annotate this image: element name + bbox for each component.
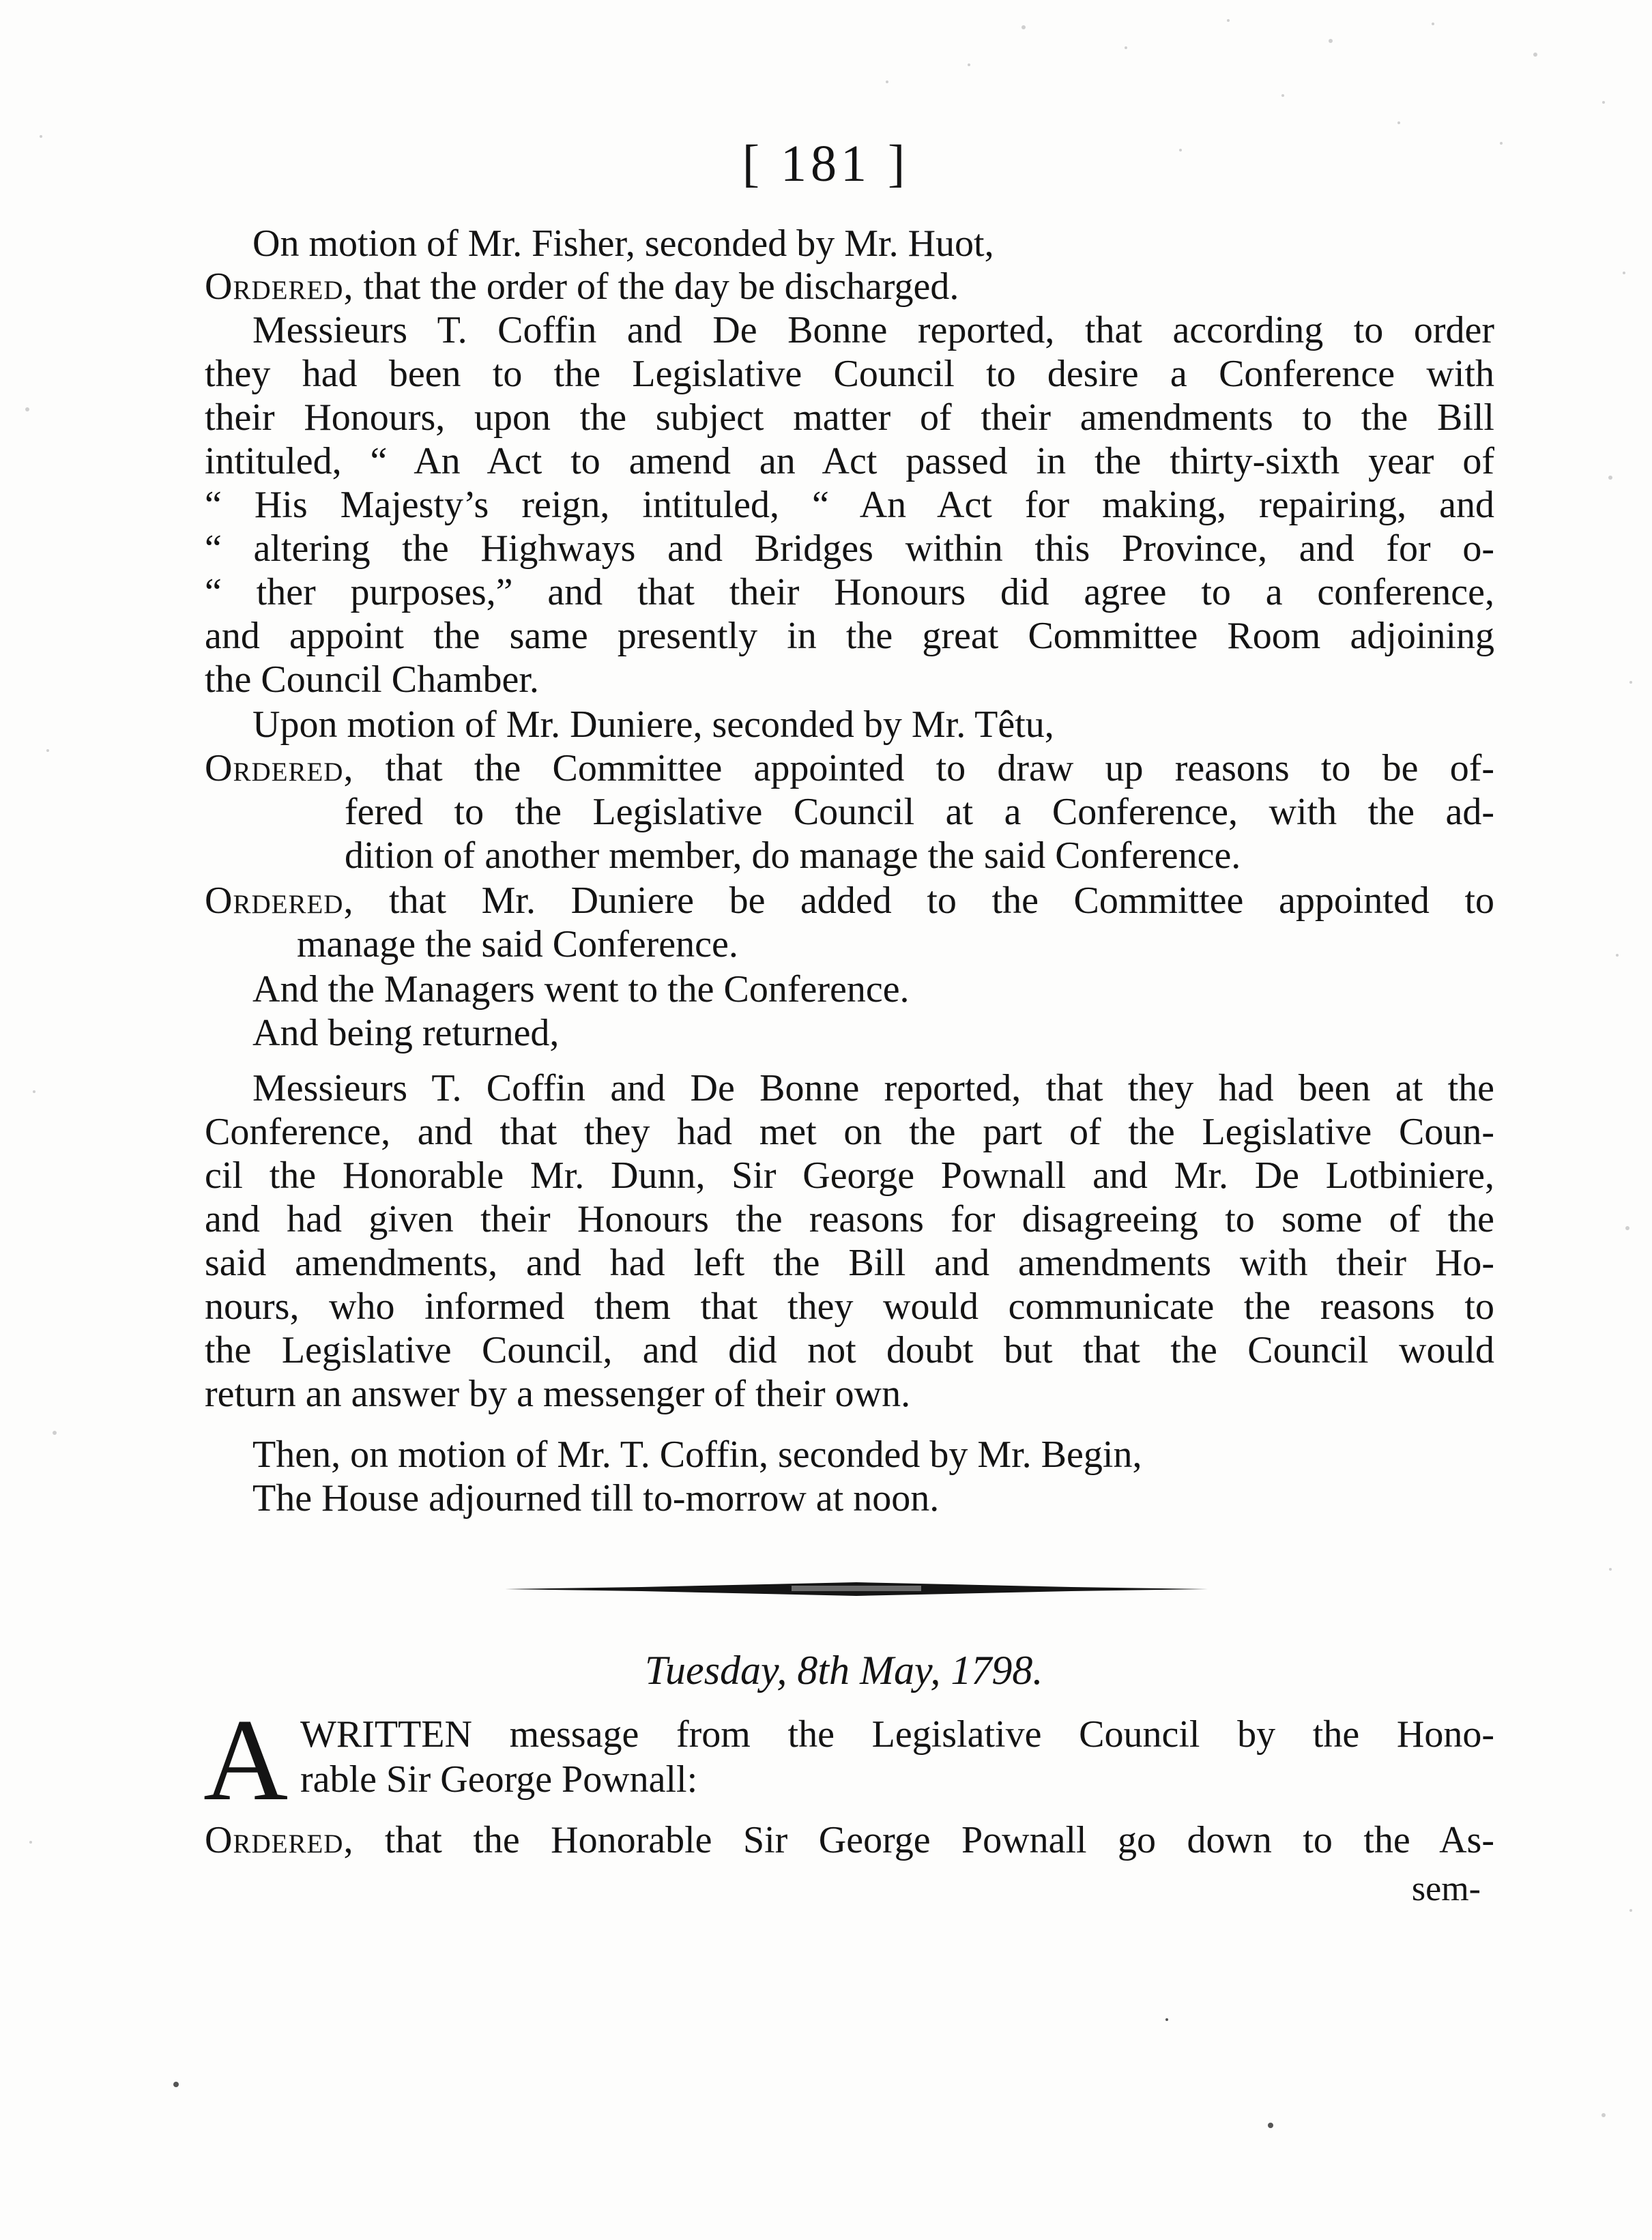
ordered-label: Ordered, [205, 747, 354, 789]
ordered-committee-line-2: fered to the Legislative Council at a Conference, with the ad- [345, 791, 1494, 833]
conference-report-line-5: “ His Majesty’s reign, intituled, “ An Act for making, repairing, and [205, 484, 1494, 526]
conference-report-line-6: “ altering the Highways and Bridges within this Province, and for o- [205, 527, 1494, 570]
conference-report-line-1: Messieurs T. Coffin and De Bonne reported, that according to order [252, 309, 1494, 351]
managers-report-line-2: Conference, and that they had met on the part of the Legislative Coun- [205, 1111, 1494, 1153]
conference-report-line-9: the Council Chamber. [205, 658, 539, 701]
managers-report-line-1: Messieurs T. Coffin and De Bonne reported, that they had been at the [252, 1067, 1494, 1109]
ordered-pownall-text: that the Honorable Sir George Pownall go down to the As- [353, 1819, 1494, 1861]
written-message-line-2: rable Sir George Pownall: [300, 1758, 698, 1801]
conference-report-line-4: intituled, “ An Act to amend an Act passed in the thirty-sixth year of [205, 440, 1494, 482]
ordered-label: Ordered, [205, 1819, 354, 1861]
conference-report-line-3: their Honours, upon the subject matter of their amendments to the Bill [205, 396, 1494, 439]
conference-report-line-2: they had been to the Legislative Council to desire a Conference with [205, 353, 1494, 395]
drop-cap-letter: A [203, 1696, 289, 1825]
ordered-pownall-line [205, 1818, 1494, 1862]
page-number-header: [ 181 ] [742, 135, 910, 192]
managers-report-line-8: return an answer by a messenger of their own. [205, 1373, 911, 1415]
managers-report-line-4: and had given their Honours the reasons for disagreeing to some of the [205, 1198, 1494, 1240]
motion-duniere-line: Upon motion of Mr. Duniere, seconded by Mr. Têtu, [252, 703, 1054, 746]
managers-report-line-3: cil the Honorable Mr. Dunn, Sir George Pownall and Mr. De Lotbiniere, [205, 1154, 1494, 1197]
ordered-added-text: that Mr. Duniere be added to the Committee appointed to [353, 879, 1494, 922]
managers-went-line: And the Managers went to the Conference. [252, 968, 910, 1010]
ordered-discharge-line [205, 265, 1180, 308]
managers-report-line-5: said amendments, and had left the Bill and amendments with their Ho- [205, 1242, 1494, 1284]
ordered-added-line [205, 879, 1494, 922]
ordered-discharge-text: that the order of the day be discharged. [353, 265, 959, 308]
date-heading: Tuesday, 8th May, 1798. [645, 1648, 1043, 1693]
adjournment-line: The House adjourned till to-morrow at noon. [252, 1477, 940, 1519]
conference-report-line-8: and appoint the same presently in the great Committee Room adjoining [205, 615, 1494, 657]
written-message-line-1: WRITTEN message from the Legislative Council by the Hono- [300, 1713, 1494, 1756]
ordered-committee-line [205, 746, 1494, 790]
adjournment-motion-line: Then, on motion of Mr. T. Coffin, seconded by Mr. Begin, [252, 1434, 1142, 1476]
managers-report-line-7: the Legislative Council, and did not doubt but that the Council would [205, 1329, 1494, 1371]
ordered-label: Ordered, [205, 879, 354, 922]
managers-report-line-6: nours, who informed them that they would communicate the reasons to [205, 1285, 1494, 1328]
being-returned-line: And being returned, [252, 1012, 560, 1054]
ordered-committee-line-3: dition of another member, do manage the said Conference. [345, 834, 1241, 877]
motion-fisher-line: On motion of Mr. Fisher, seconded by Mr. Huot, [252, 222, 994, 265]
ordered-added-line-2: manage the said Conference. [297, 923, 738, 965]
conference-report-line-7: “ ther purposes,” and that their Honours did agree to a conference, [205, 571, 1494, 613]
section-divider-rule [505, 1580, 1208, 1597]
catchword: sem- [1411, 1870, 1481, 1908]
ordered-committee-text: that the Committee appointed to draw up reasons to be of- [353, 747, 1494, 789]
ordered-label: Ordered, [205, 265, 354, 308]
